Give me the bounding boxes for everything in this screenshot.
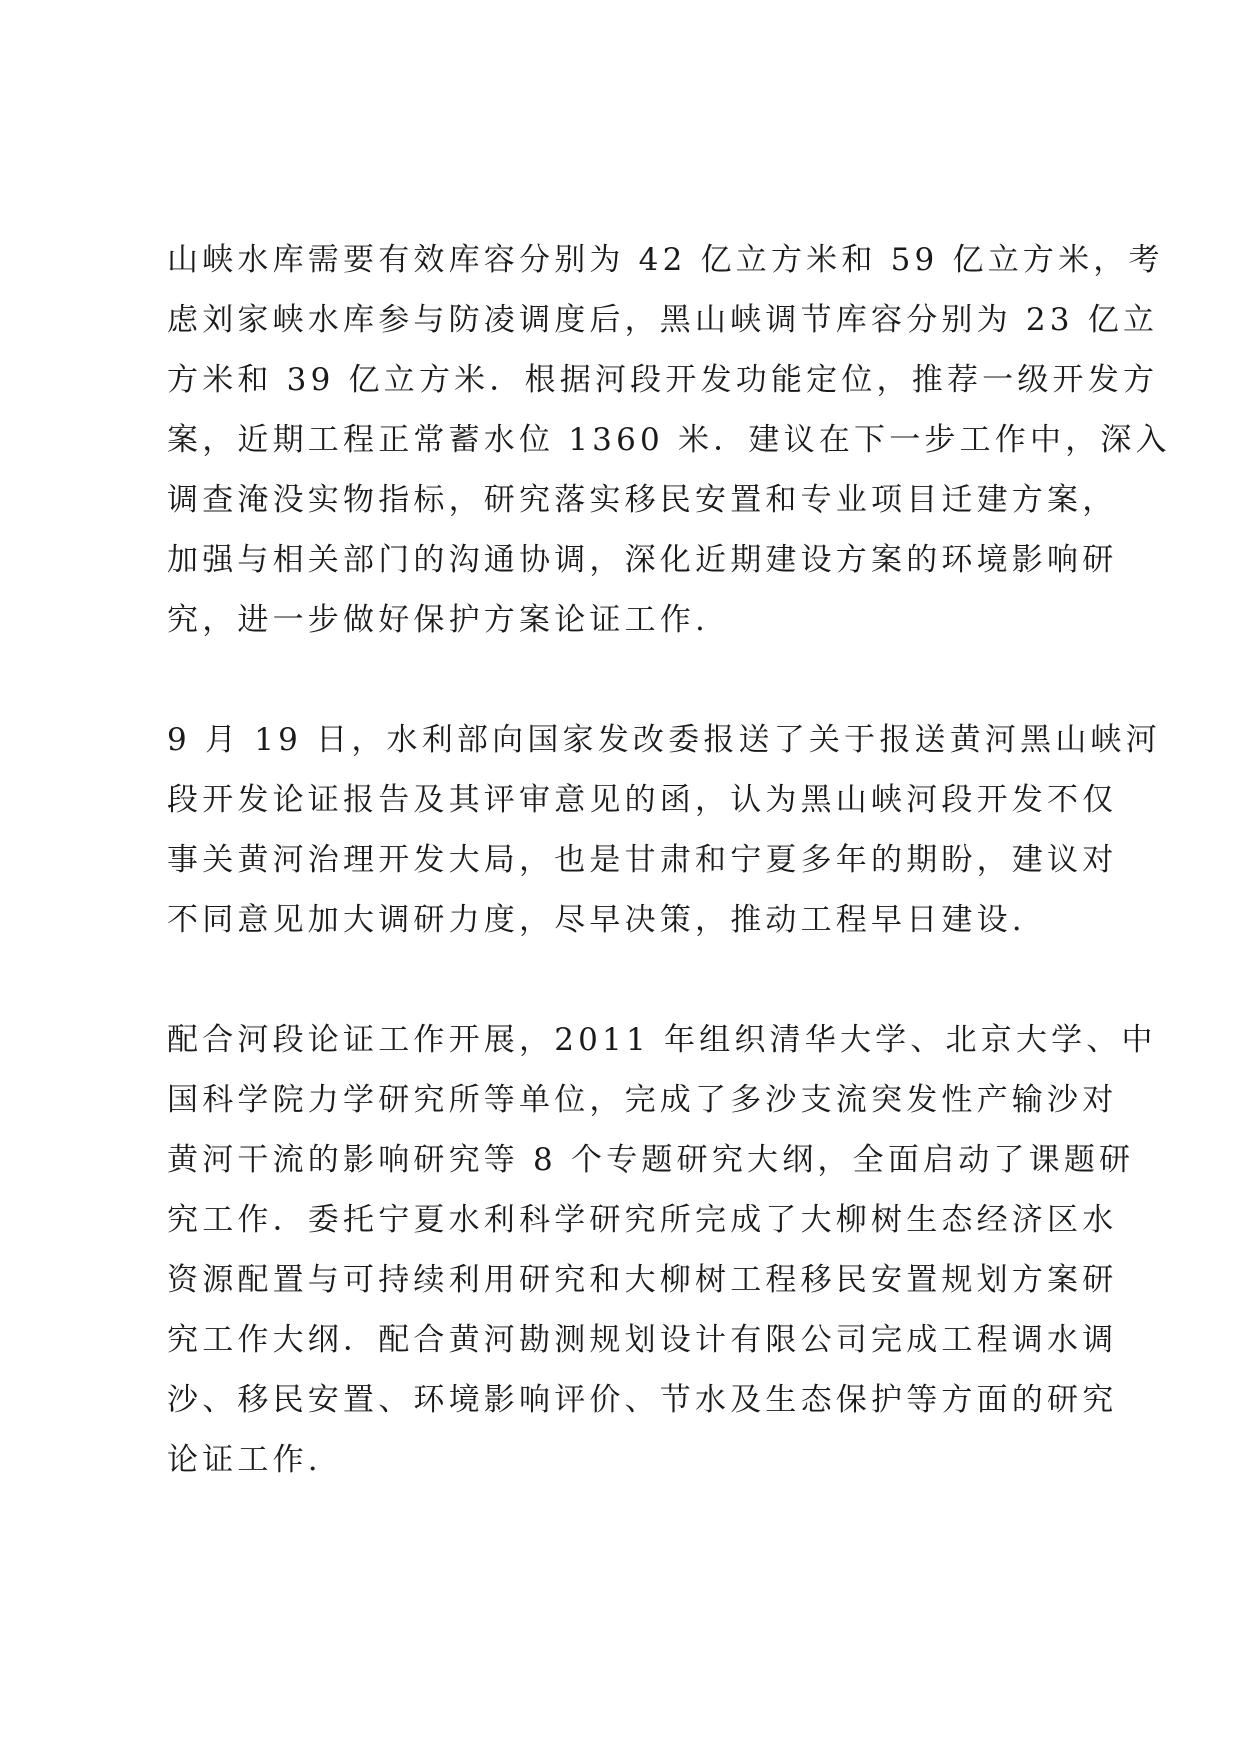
text-line: 9 月 19 日，水利部向国家发改委报送了关于报送黄河黑山峡河 bbox=[167, 722, 1161, 758]
text-line: 事关黄河治理开发大局，也是甘肃和宁夏多年的期盼，建议对 bbox=[167, 842, 1118, 878]
paragraph-ministry-report bbox=[167, 710, 1161, 950]
text-line: 沙、移民安置、环境影响评价、节水及生态保护等方面的研究 bbox=[167, 1382, 1118, 1418]
text-line: 调查淹没实物指标，研究落实移民安置和专业项目迁建方案， bbox=[167, 482, 1118, 518]
text-line: 国科学院力学研究所等单位，完成了多沙支流突发性产输沙对 bbox=[167, 1082, 1118, 1118]
text-line: 究工作．委托宁夏水利科学研究所完成了大柳树生态经济区水 bbox=[167, 1202, 1118, 1238]
text-line: 资源配置与可持续利用研究和大柳树工程移民安置规划方案研 bbox=[167, 1262, 1118, 1298]
document-body bbox=[167, 230, 1171, 1490]
text-line: 虑刘家峡水库参与防凌调度后，黑山峡调节库容分别为 23 亿立 bbox=[167, 302, 1159, 338]
text-line: 配合河段论证工作开展，2011 年组织清华大学、北京大学、中 bbox=[167, 1022, 1157, 1058]
paragraph-research-work bbox=[167, 1010, 1157, 1490]
text-line: 山峡水库需要有效库容分别为 42 亿立方米和 59 亿立方米，考 bbox=[167, 242, 1164, 278]
text-line: 案，近期工程正常蓄水位 1360 米．建议在下一步工作中，深入 bbox=[167, 422, 1171, 458]
text-line: 方米和 39 亿立方米．根据河段开发功能定位，推荐一级开发方 bbox=[167, 362, 1159, 398]
text-line: 不同意见加大调研力度，尽早决策，推动工程早日建设. bbox=[167, 902, 1026, 938]
text-line: 究，进一步做好保护方案论证工作. bbox=[167, 602, 710, 638]
paragraph-reservoir-capacity bbox=[167, 230, 1171, 650]
text-line: 段开发论证报告及其评审意见的函，认为黑山峡河段开发不仅 bbox=[167, 782, 1118, 818]
text-line: 究工作大纲．配合黄河勘测规划设计有限公司完成工程调水调 bbox=[167, 1322, 1118, 1358]
text-line: 黄河干流的影响研究等 8 个专题研究大纲，全面启动了课题研 bbox=[167, 1142, 1135, 1178]
text-line: 加强与相关部门的沟通协调，深化近期建设方案的环境影响研 bbox=[167, 542, 1118, 578]
text-line: 论证工作. bbox=[167, 1442, 322, 1478]
